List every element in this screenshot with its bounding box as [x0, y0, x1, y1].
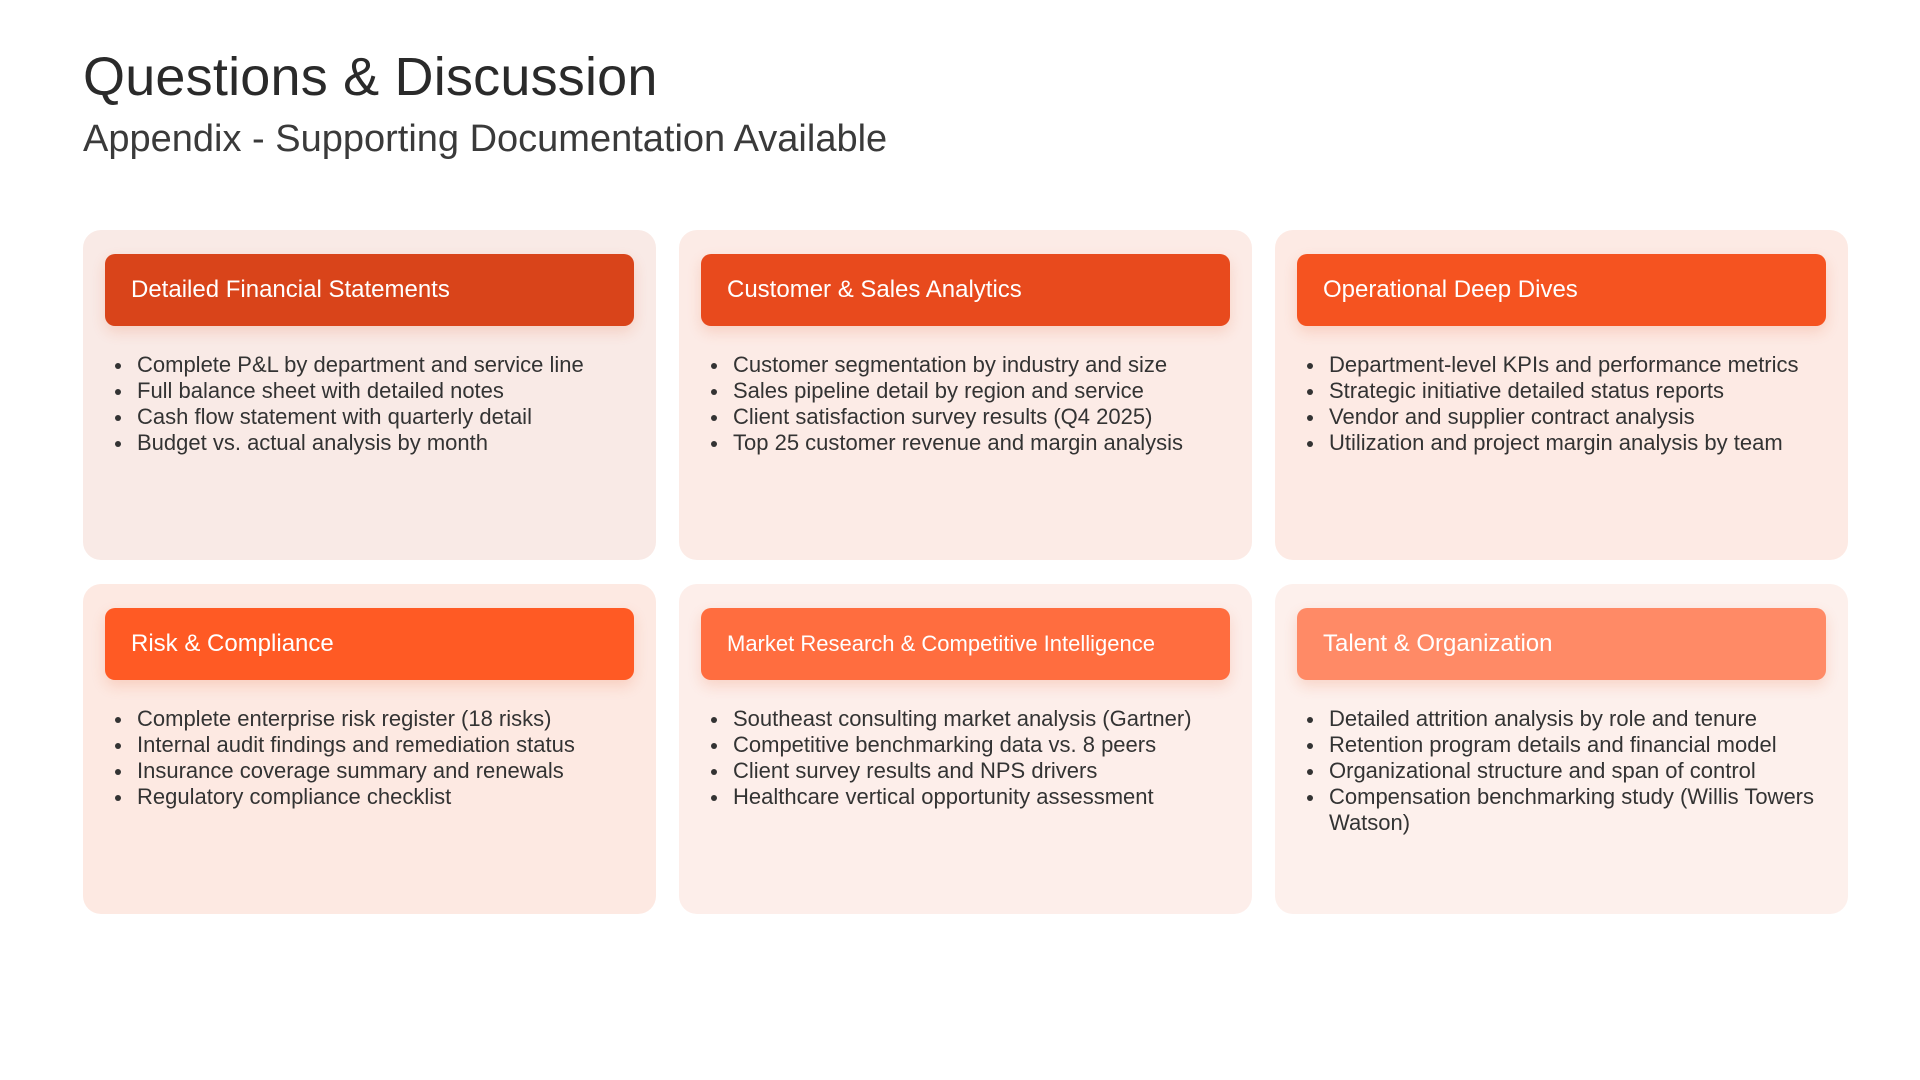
- card-header: Customer & Sales Analytics: [701, 254, 1230, 326]
- card-grid: [83, 230, 1849, 914]
- card-header: Risk & Compliance: [105, 608, 634, 680]
- list-item: Insurance coverage summary and renewals: [137, 758, 634, 784]
- list-item: Complete enterprise risk register (18 risks): [137, 706, 634, 732]
- card-market-research: [679, 584, 1252, 914]
- card-list: [1297, 352, 1826, 456]
- card-header: Detailed Financial Statements: [105, 254, 634, 326]
- card-talent-organization: [1275, 584, 1848, 914]
- list-item: Full balance sheet with detailed notes: [137, 378, 634, 404]
- list-item: Internal audit findings and remediation status: [137, 732, 634, 758]
- card-customer-sales-analytics: [679, 230, 1252, 560]
- card-header: Talent & Organization: [1297, 608, 1826, 680]
- card-list: [701, 352, 1230, 456]
- list-item: Top 25 customer revenue and margin analysis: [733, 430, 1230, 456]
- list-item: Client survey results and NPS drivers: [733, 758, 1230, 784]
- page-subtitle: Appendix - Supporting Documentation Available: [83, 118, 888, 160]
- list-item: Southeast consulting market analysis (Gartner): [733, 706, 1230, 732]
- list-item: Cash flow statement with quarterly detail: [137, 404, 634, 430]
- card-operational-deep-dives: [1275, 230, 1848, 560]
- list-item: Department-level KPIs and performance metrics: [1329, 352, 1826, 378]
- page-title: Questions & Discussion: [83, 47, 658, 107]
- list-item: Utilization and project margin analysis by team: [1329, 430, 1826, 456]
- card-list: [105, 706, 634, 810]
- card-financial-statements: [83, 230, 656, 560]
- list-item: Competitive benchmarking data vs. 8 peers: [733, 732, 1230, 758]
- card-header: Market Research & Competitive Intelligence: [701, 608, 1230, 680]
- list-item: Customer segmentation by industry and size: [733, 352, 1230, 378]
- list-item: Retention program details and financial model: [1329, 732, 1826, 758]
- list-item: Organizational structure and span of control: [1329, 758, 1826, 784]
- card-risk-compliance: [83, 584, 656, 914]
- list-item: Client satisfaction survey results (Q4 2025): [733, 404, 1230, 430]
- list-item: Budget vs. actual analysis by month: [137, 430, 634, 456]
- list-item: Sales pipeline detail by region and service: [733, 378, 1230, 404]
- card-list: [105, 352, 634, 456]
- list-item: Regulatory compliance checklist: [137, 784, 634, 810]
- list-item: Detailed attrition analysis by role and tenure: [1329, 706, 1826, 732]
- list-item: Complete P&L by department and service line: [137, 352, 634, 378]
- list-item: Healthcare vertical opportunity assessment: [733, 784, 1230, 810]
- list-item: Compensation benchmarking study (Willis Towers Watson): [1329, 784, 1826, 836]
- list-item: Strategic initiative detailed status reports: [1329, 378, 1826, 404]
- card-list: [1297, 706, 1826, 836]
- card-header: Operational Deep Dives: [1297, 254, 1826, 326]
- list-item: Vendor and supplier contract analysis: [1329, 404, 1826, 430]
- card-list: [701, 706, 1230, 810]
